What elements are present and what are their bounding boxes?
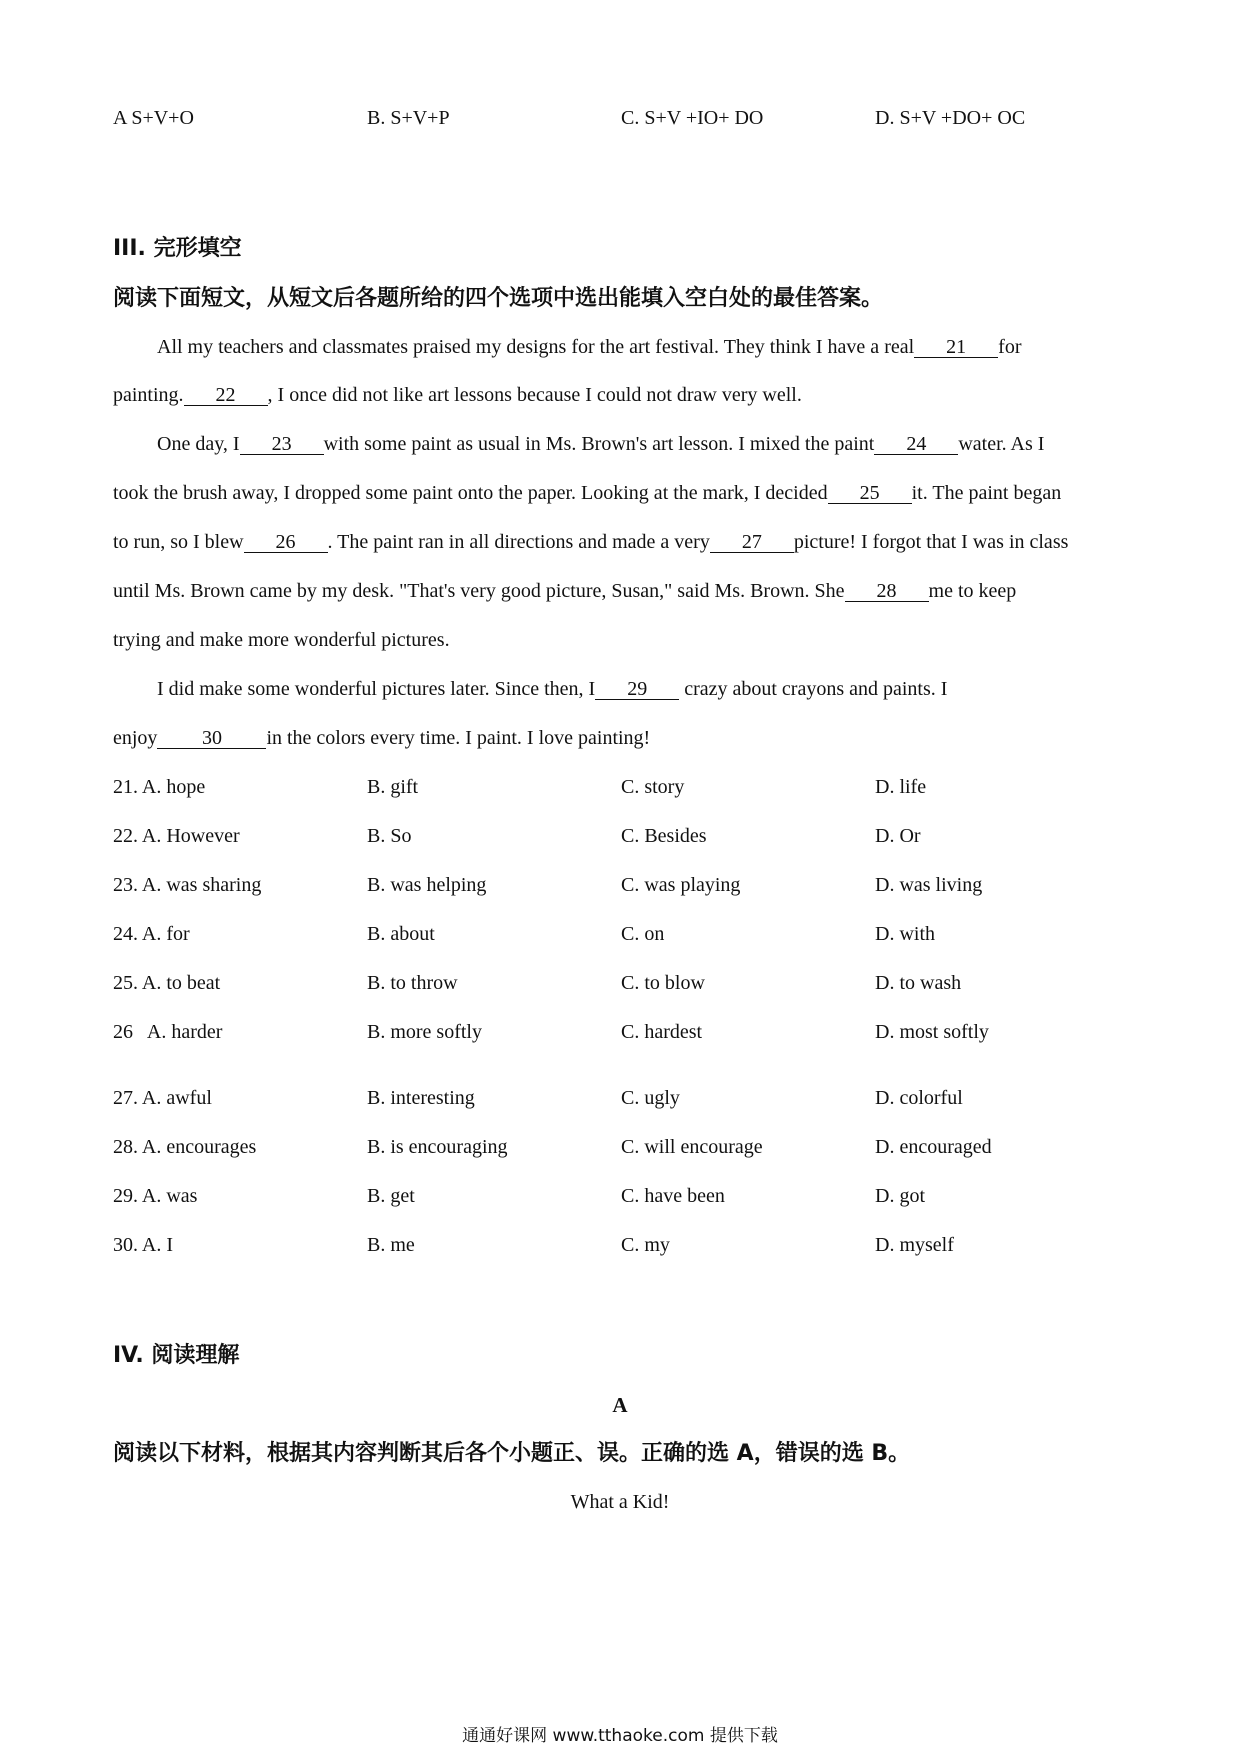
blank-27: 27 — [710, 532, 794, 553]
section-3-heading: III. 完形填空 — [113, 236, 242, 261]
passage-title: What a Kid! — [570, 1491, 670, 1513]
blank-22: 22 — [184, 385, 268, 406]
blank-23: 23 — [240, 434, 324, 455]
q22-option-c: C. Besides — [621, 825, 707, 847]
q28-option-c: C. will encourage — [621, 1136, 763, 1158]
blank-25: 25 — [828, 483, 912, 504]
q28-option-a: 28. A. encourages — [113, 1136, 257, 1158]
q28-option-d: D. encouraged — [875, 1136, 992, 1158]
q30-option-d: D. myself — [875, 1234, 954, 1256]
q22-option-a: 22. A. However — [113, 825, 240, 847]
passage-line-8: I did make some wonderful pictures later. Since then, I 29 crazy about crayons and paints. I — [157, 678, 948, 700]
passage-line-6: until Ms. Brown came by my desk. "That's very good picture, Susan," said Ms. Brown. She 28 me to keep — [113, 580, 1017, 602]
top-option-c: C. S+V +IO+ DO — [621, 107, 764, 129]
q26-option-b: B. more softly — [367, 1021, 482, 1043]
q29-option-a: 29. A. was — [113, 1185, 198, 1207]
q22-option-b: B. So — [367, 825, 412, 847]
blank-28: 28 — [845, 581, 929, 602]
q24-option-b: B. about — [367, 923, 435, 945]
passage-line-2: painting. 22 , I once did not like art lessons because I could not draw very well. — [113, 384, 802, 406]
q21-option-c: C. story — [621, 776, 685, 798]
passage-line-7: trying and make more wonderful pictures. — [113, 629, 450, 651]
q25-option-d: D. to wash — [875, 972, 962, 994]
section-4-heading: IV. 阅读理解 — [113, 1343, 240, 1368]
q22-option-d: D. Or — [875, 825, 921, 847]
section-4-part-label: A — [612, 1393, 628, 1417]
blank-30: 30 — [157, 728, 266, 749]
q26-option-a: 26 A. harder — [113, 1021, 223, 1043]
top-option-b: B. S+V+P — [367, 107, 450, 129]
q21-option-b: B. gift — [367, 776, 419, 798]
q24-option-a: 24. A. for — [113, 923, 190, 945]
top-option-a: A S+V+O — [113, 107, 194, 129]
q23-option-c: C. was playing — [621, 874, 741, 896]
top-option-d: D. S+V +DO+ OC — [875, 107, 1026, 129]
q25-option-c: C. to blow — [621, 972, 705, 994]
q30-option-c: C. my — [621, 1234, 670, 1256]
q27-option-a: 27. A. awful — [113, 1087, 212, 1109]
q23-option-d: D. was living — [875, 874, 983, 896]
passage-line-5: to run, so I blew 26 . The paint ran in all directions and made a very 27 picture! I forgot that I was in class — [113, 531, 1069, 553]
q24-option-d: D. with — [875, 923, 935, 945]
q21-option-a: 21. A. hope — [113, 776, 206, 798]
q24-option-c: C. on — [621, 923, 665, 945]
q29-option-d: D. got — [875, 1185, 925, 1207]
q26-option-c: C. hardest — [621, 1021, 703, 1043]
section-3-instruction: 阅读下面短文，从短文后各题所给的四个选项中选出能填入空白处的最佳答案。 — [113, 286, 884, 311]
page-footer: 通通好课网 www.tthaoke.com 提供下载 — [462, 1726, 778, 1746]
passage-line-9: enjoy 30 in the colors every time. I paint. I love painting! — [113, 727, 651, 749]
blank-26: 26 — [244, 532, 328, 553]
q27-option-d: D. colorful — [875, 1087, 963, 1109]
blank-21: 21 — [914, 337, 998, 358]
blank-29: 29 — [595, 679, 679, 700]
q23-option-a: 23. A. was sharing — [113, 874, 262, 896]
q30-option-b: B. me — [367, 1234, 415, 1256]
q28-option-b: B. is encouraging — [367, 1136, 508, 1158]
q25-option-b: B. to throw — [367, 972, 458, 994]
passage-line-3: One day, I 23 with some paint as usual in Ms. Brown's art lesson. I mixed the paint 24 water. As I — [157, 433, 1045, 455]
q29-option-c: C. have been — [621, 1185, 725, 1207]
passage-line-4: took the brush away, I dropped some paint onto the paper. Looking at the mark, I decided 25 it. The paint began — [113, 482, 1062, 504]
blank-24: 24 — [874, 434, 958, 455]
q21-option-d: D. life — [875, 776, 927, 798]
q30-option-a: 30. A. I — [113, 1234, 173, 1256]
q25-option-a: 25. A. to beat — [113, 972, 221, 994]
q26-option-d: D. most softly — [875, 1021, 989, 1043]
passage-line-1: All my teachers and classmates praised my designs for the art festival. They think I have a real 21 for — [157, 336, 1022, 358]
q23-option-b: B. was helping — [367, 874, 487, 896]
q27-option-b: B. interesting — [367, 1087, 475, 1109]
section-4-instruction: 阅读以下材料，根据其内容判断其后各个小题正、误。正确的选 A，错误的选 B。 — [113, 1441, 911, 1466]
q29-option-b: B. get — [367, 1185, 415, 1207]
q27-option-c: C. ugly — [621, 1087, 680, 1109]
